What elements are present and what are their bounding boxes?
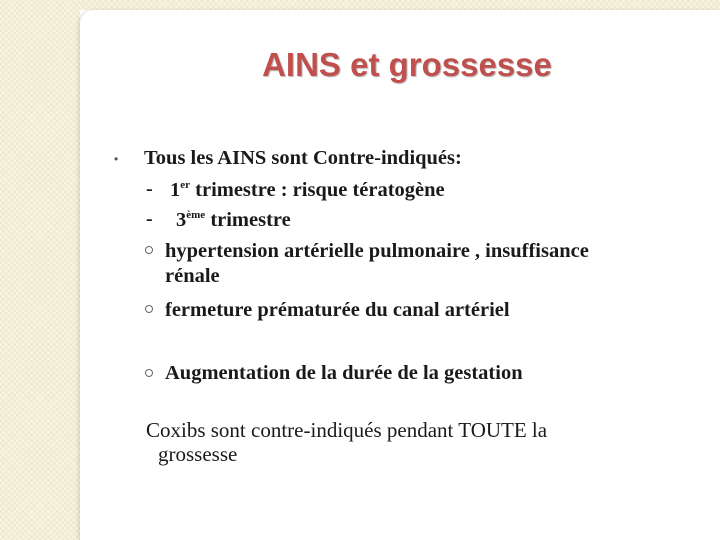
coxibs-note: Coxibs sont contre-indiqués pendant TOUTE la grossesse xyxy=(146,418,548,466)
item1-superscript: er xyxy=(180,179,191,191)
item2-superscript: ème xyxy=(186,209,206,221)
sub-bullet-circle-icon xyxy=(145,369,153,377)
sub-item-canal-arteriel: fermeture prématurée du canal artériel xyxy=(165,299,510,321)
main-bullet-text: Tous les AINS sont Contre-indiqués: xyxy=(144,147,462,169)
sub-item-gestation: Augmentation de la durée de la gestation xyxy=(165,362,523,384)
sub-item-hypertension-line2: rénale xyxy=(165,265,220,287)
item1-text: trimestre : risque tératogène xyxy=(190,179,445,201)
sub-bullet-circle-icon xyxy=(145,246,153,254)
decorative-top-band xyxy=(80,0,720,10)
item1-number: 1 xyxy=(170,179,181,201)
list-item-third-trimester xyxy=(176,208,291,232)
sub-bullet-circle-icon xyxy=(145,305,153,313)
item2-text: trimestre xyxy=(205,209,291,231)
slide-title: AINS et grossesse xyxy=(262,46,552,83)
list-item-first-trimester xyxy=(170,178,445,202)
sub-item-hypertension-line1: hypertension artérielle pulmonaire , insuffisance xyxy=(165,240,589,262)
bullet-dot-icon: • xyxy=(114,152,119,166)
dash-marker-2: - xyxy=(146,208,153,230)
item2-number: 3 xyxy=(176,209,187,231)
dash-marker-1: - xyxy=(146,178,153,200)
